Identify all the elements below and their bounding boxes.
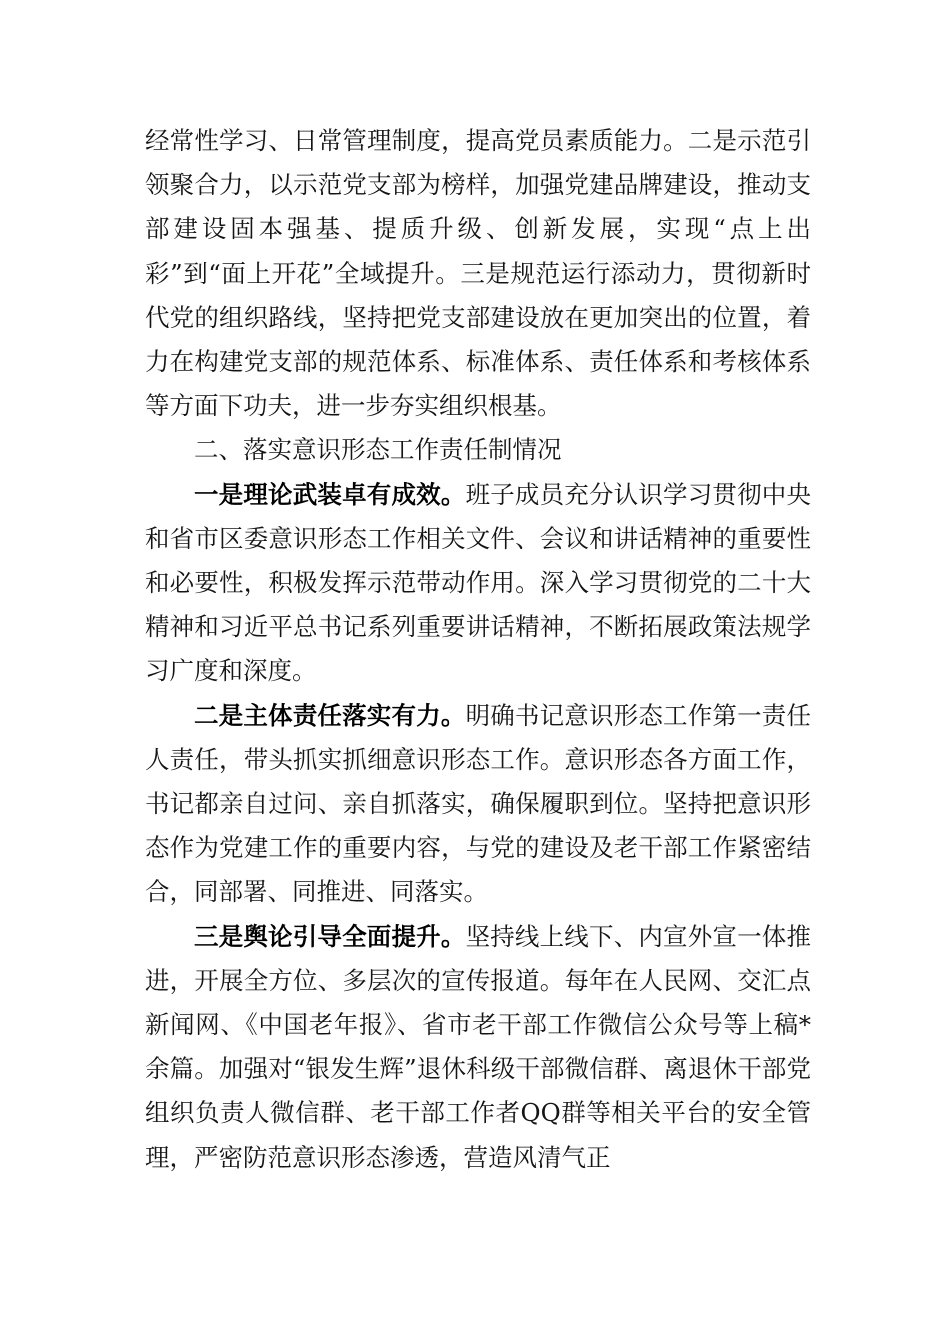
paragraph-lead: 二是主体责任落实有力。 bbox=[194, 700, 466, 730]
section-heading-text: 二、落实意识形态工作责任制情况 bbox=[194, 435, 562, 465]
paragraph-lead: 一是理论武装卓有成效。 bbox=[194, 479, 466, 509]
paragraph-responsibility bbox=[145, 694, 811, 915]
paragraph-text: 明确书记意识形态工作第一责任人责任，带头抓实抓细意识形态工作。意识形态各方面工作，书记都亲自过问、亲自抓落实，确保履职到位。坚持把意识形态作为党建工作的重要内容，与党的建设及老干部工作紧密结合，同部署、同推进、同落实。 bbox=[145, 700, 811, 907]
paragraph-text: 经常性学习、日常管理制度，提高党员素质能力。二是示范引领聚合力，以示范党支部为榜样，加强党建品牌建设，推动支部建设固本强基、提质升级、创新发展，实现“点上出彩”到“面上开花”全域提升。三是规范运行添动力，贯彻新时代党的组织路线，坚持把党支部建设放在更加突出的位置，着力在构建党支部的规范体系、标准体系、责任体系和考核体系等方面下功夫，进一步夯实组织根基。 bbox=[145, 126, 811, 421]
paragraph-lead: 三是舆论引导全面提升。 bbox=[194, 921, 466, 951]
paragraph-text: 班子成员充分认识学习贯彻中央和省市区委意识形态工作相关文件、会议和讲话精神的重要性和必要性，积极发挥示范带动作用。深入学习贯彻党的二十大精神和习近平总书记系列重要讲话精神，不断拓展政策法规学习广度和深度。 bbox=[145, 479, 811, 686]
paragraph-public-opinion bbox=[145, 915, 811, 1180]
paragraph-text: 坚持线上线下、内宣外宣一体推进，开展全方位、多层次的宣传报道。每年在人民网、交汇点新闻网、《中国老年报》、省市老干部工作微信公众号等上稿*余篇。加强对“银发生辉”退休科级干部微信群、离退休干部党组织负责人微信群、老干部工作者QQ群等相关平台的安全管理，严密防范意识形态渗透，营造风清气正 bbox=[145, 921, 811, 1172]
document-body bbox=[145, 119, 811, 1180]
paragraph-theory bbox=[145, 473, 811, 694]
section-heading bbox=[145, 428, 811, 472]
paragraph-continuation bbox=[145, 119, 811, 428]
